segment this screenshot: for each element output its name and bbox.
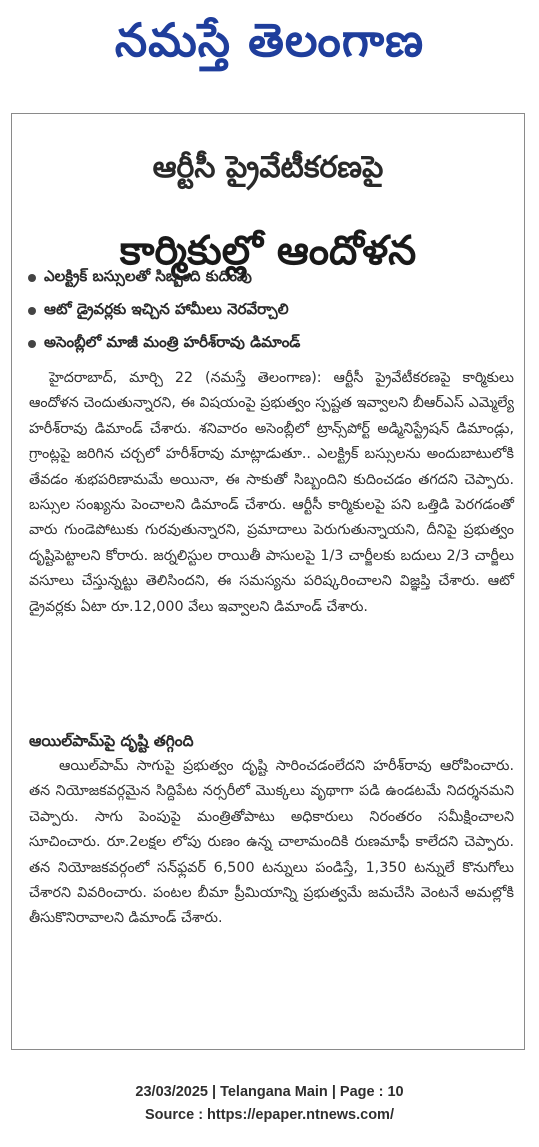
footer-source: Source : https://epaper.ntnews.com/	[145, 1107, 394, 1123]
article-subheading: ఆయిల్‌పామ్‌పై దృష్టి తగ్గింది	[29, 731, 194, 750]
headline-line-1: ఆర్టీసీ ప్రైవేటీకరణపై	[152, 150, 384, 186]
news-article	[11, 113, 525, 1050]
article-paragraph-2: ఆయిల్‌పామ్ సాగుపై ప్రభుత్వం దృష్టి సారించడంలేదని హరీశ్‌రావు ఆరోపించారు. తన నియోజకవర్గమైన సిద్దిపేట నర్సరీలో మొక్కలు వృథాగా పడి ఉండటమే నిదర్శనమని చెప్పారు. సాగు పెంపుపై మంత్రితోపాటు అధికారులు నిరంతరం సమీక్షించాలని సూచించారు. రూ.2లక్షల లోపు రుణం ఉన్న చాలామందికి రుణమాఫీ కాలేదని చెప్పారు. తన నియోజకవర్గంలో సన్‌ఫ్లవర్ 6,500 టన్నులు పండిస్తే, 1,350 టన్నులే కొనుగోలు చేశారని వివరించారు. పంటల బీమా ప్రీమియాన్ని ప్రభుత్వమే జమచేసి వెంటనే అమల్లోకి తీసుకొనిరావాలని డిమాండ్ చేశారు.	[29, 758, 514, 927]
bullet-dot-icon	[28, 274, 36, 282]
article-paragraph-1: హైదరాబాద్, మార్చి 22 (నమస్తే తెలంగాణ): ఆర్టీసీ ప్రైవేటీకరణపై కార్మికులు ఆందోళన చెందుతున్నారని, ఈ విషయంపై ప్రభుత్వం స్పష్టత ఇవ్వాలని బీఆర్‌ఎస్ ఎమ్మెల్యే హరీశ్‌రావు డిమాండ్ చేశారు. శనివారం అసెంబ్లీలో ట్రాన్స్‌పోర్ట్ అడ్మినిస్ట్రేషన్ డిమాండ్లు, గ్రాంట్లపై జరిగిన చర్చలో హరీశ్‌రావు మాట్లాడుతూ.. ఎలక్ట్రిక్ బస్సులను అందుబాటులోకి తేవడం శుభపరిణామమే అయినా, ఈ సాకుతో సిబ్బందిని కుదించడం తగదని చెప్పారు. బస్సుల సంఖ్యను పెంచాలని డిమాండ్ చేశారు. ఆర్టీసీ కార్మికులపై పని ఒత్తిడి పెరగడంతో వారు గుండెపోటుకు గురవుతున్నారని, ప్రమాదాలు పెరుగుతున్నాయని, దీనిపై ప్రభుత్వం దృష్టిపెట్టాలని కోరారు. జర్నలిస్టుల రాయితీ పాసులపై 1/3 చార్జీలకు బదులు 2/3 చార్జీలు వసూలు చేస్తున్నట్టు తెలిసిందని, ఈ సమస్యను పరిష్కరించాలని విజ్ఞప్తి చేశారు. ఆటో డ్రైవర్లకు ఏటా రూ.12,000 వేలు ఇవ్వాలని డిమాండ్ చేశారు.	[29, 370, 514, 615]
highlight-text: అసెంబ్లీలో మాజీ మంత్రి హరీశ్‌రావు డిమాండ్	[44, 332, 301, 351]
highlights-list	[28, 261, 518, 360]
page-footer	[0, 1081, 539, 1127]
footer-date-edition: 23/03/2025 | Telangana Main | Page : 10	[135, 1084, 404, 1100]
masthead-logo: నమస్తే తెలంగాణ	[114, 13, 425, 67]
bullet-dot-icon	[28, 340, 36, 348]
highlight-item	[28, 294, 518, 327]
highlight-text: ఎలక్ట్రిక్ బస్సులతో సిబ్బంది కుదింపు	[44, 266, 252, 285]
highlight-item	[28, 261, 518, 294]
highlight-item	[28, 327, 518, 360]
headline-line-2: కార్మికుల్లో ఆందోళన	[119, 228, 417, 275]
masthead	[0, 0, 539, 80]
bullet-dot-icon	[28, 307, 36, 315]
highlight-text: ఆటో డ్రైవర్లకు ఇచ్చిన హామీలు నెరవేర్చాలి	[44, 299, 289, 318]
